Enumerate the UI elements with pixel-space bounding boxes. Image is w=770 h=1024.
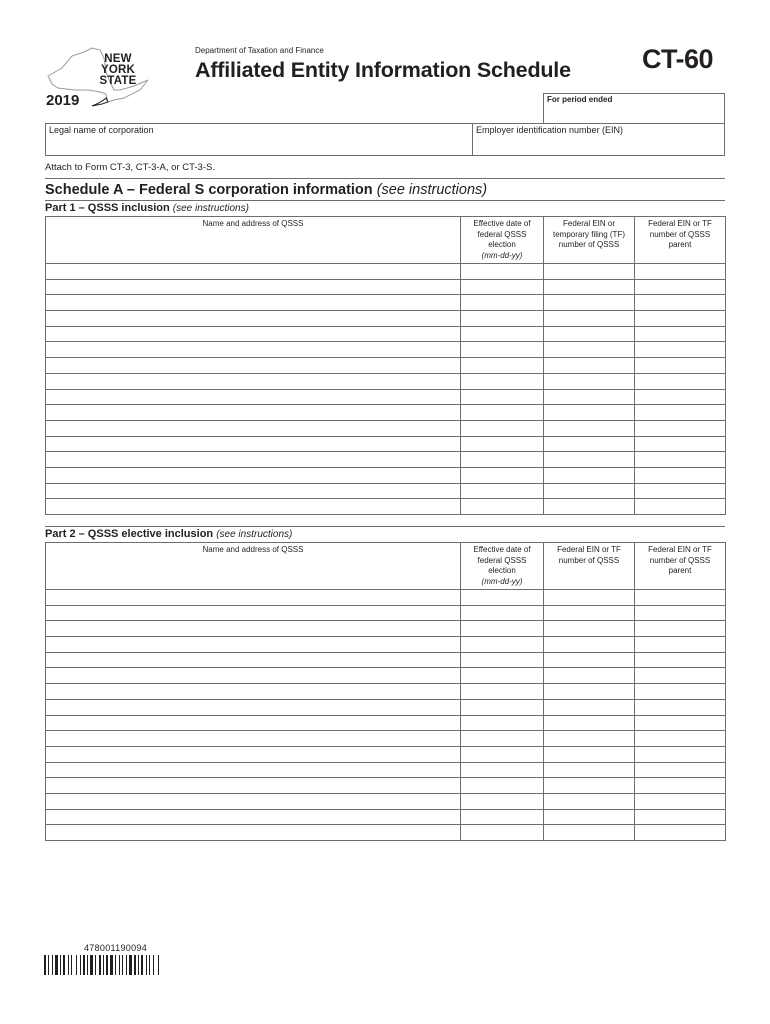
part1-parent-ein-cell[interactable]	[635, 264, 726, 280]
logo-line-york: YORK	[100, 64, 136, 76]
part1-effective-date-cell[interactable]	[461, 389, 544, 405]
part1-rows	[46, 264, 726, 515]
part1-parent-ein-cell[interactable]	[635, 279, 726, 295]
part1-qsss-ein-cell[interactable]	[544, 405, 635, 421]
part1-effective-date-cell[interactable]	[461, 452, 544, 468]
part2-effective-date-cell[interactable]	[461, 746, 544, 762]
attach-instruction: Attach to Form CT-3, CT-3-A, or CT-3-S.	[45, 162, 215, 173]
part2-effective-date-cell[interactable]	[461, 590, 544, 606]
part1-parent-ein-cell[interactable]	[635, 311, 726, 327]
part2-parent-ein-cell[interactable]	[635, 590, 726, 606]
part2-name-address-cell[interactable]	[46, 652, 461, 668]
part1-parent-ein-cell[interactable]	[635, 420, 726, 436]
part2-name-address-cell[interactable]	[46, 825, 461, 841]
table-row	[46, 358, 726, 374]
part2-qsss-ein-cell[interactable]	[544, 684, 635, 700]
part1-parent-ein-cell[interactable]	[635, 342, 726, 358]
table-row	[46, 590, 726, 606]
table-row	[46, 389, 726, 405]
ein-label: Employer identification number (EIN)	[476, 125, 624, 135]
part2-table	[45, 542, 726, 841]
table-row	[46, 467, 726, 483]
part1-parent-ein-cell[interactable]	[635, 483, 726, 499]
part2-effective-date-cell[interactable]	[461, 621, 544, 637]
section-divider	[45, 178, 725, 179]
part1-parent-ein-cell[interactable]	[635, 436, 726, 452]
part1-qsss-ein-cell[interactable]	[544, 311, 635, 327]
col-name-address: Name and address of QSSS	[46, 543, 461, 590]
part1-effective-date-cell[interactable]	[461, 342, 544, 358]
col-effective-date: Effective date of federal QSSS election (mm-dd-yy)	[461, 217, 544, 264]
part2-effective-date-cell[interactable]	[461, 731, 544, 747]
part1-name-address-cell[interactable]	[46, 405, 461, 421]
col-parent-ein: Federal EIN or TF number of QSSS parent	[635, 217, 726, 264]
part1-effective-date-cell[interactable]	[461, 483, 544, 499]
part2-parent-ein-cell[interactable]	[635, 637, 726, 653]
part2-name-address-cell[interactable]	[46, 746, 461, 762]
part2-effective-date-cell[interactable]	[461, 684, 544, 700]
part1-name-address-cell[interactable]	[46, 373, 461, 389]
part2-name-address-cell[interactable]	[46, 715, 461, 731]
part1-parent-ein-cell[interactable]	[635, 499, 726, 515]
part2-effective-date-cell[interactable]	[461, 778, 544, 794]
part2-qsss-ein-cell[interactable]	[544, 778, 635, 794]
part1-parent-ein-cell[interactable]	[635, 467, 726, 483]
part2-effective-date-cell[interactable]	[461, 715, 544, 731]
part1-effective-date-cell[interactable]	[461, 279, 544, 295]
part1-parent-ein-cell[interactable]	[635, 389, 726, 405]
part2-effective-date-cell[interactable]	[461, 793, 544, 809]
part2-name-address-cell[interactable]	[46, 778, 461, 794]
part1-header-row	[46, 217, 726, 264]
table-row	[46, 326, 726, 342]
part1-qsss-ein-cell[interactable]	[544, 389, 635, 405]
part2-note: (see instructions)	[216, 529, 293, 540]
part2-qsss-ein-cell[interactable]	[544, 809, 635, 825]
part2-parent-ein-cell[interactable]	[635, 652, 726, 668]
part2-effective-date-cell[interactable]	[461, 809, 544, 825]
part1-name-address-cell[interactable]	[46, 358, 461, 374]
part1-qsss-ein-cell[interactable]	[544, 295, 635, 311]
part1-effective-date-cell[interactable]	[461, 499, 544, 515]
part1-effective-date-cell[interactable]	[461, 405, 544, 421]
part2-qsss-ein-cell[interactable]	[544, 762, 635, 778]
table-row	[46, 452, 726, 468]
part1-name-address-cell[interactable]	[46, 311, 461, 327]
period-ended-label: For period ended	[547, 95, 613, 104]
part2-parent-ein-cell[interactable]	[635, 731, 726, 747]
part1-note: (see instructions)	[172, 203, 249, 214]
part1-parent-ein-cell[interactable]	[635, 452, 726, 468]
part2-parent-ein-cell[interactable]	[635, 621, 726, 637]
table-row	[46, 684, 726, 700]
part1-name-address-cell[interactable]	[46, 467, 461, 483]
part2-qsss-ein-cell[interactable]	[544, 699, 635, 715]
part1-name-address-cell[interactable]	[46, 483, 461, 499]
part2-qsss-ein-cell[interactable]	[544, 605, 635, 621]
part1-name-address-cell[interactable]	[46, 295, 461, 311]
barcode-icon	[44, 955, 194, 975]
nys-logo	[44, 46, 154, 112]
part2-parent-ein-cell[interactable]	[635, 605, 726, 621]
part1-name-address-cell[interactable]	[46, 389, 461, 405]
part1-title	[45, 202, 249, 214]
table-row	[46, 699, 726, 715]
part2-effective-date-cell[interactable]	[461, 699, 544, 715]
period-ended-field[interactable]	[543, 93, 725, 124]
part1-qsss-ein-cell[interactable]	[544, 483, 635, 499]
logo-year: 2019	[46, 92, 80, 109]
ein-field[interactable]	[472, 123, 725, 156]
form-title: Affiliated Entity Information Schedule	[195, 58, 571, 82]
part1-effective-date-cell[interactable]	[461, 467, 544, 483]
table-row	[46, 793, 726, 809]
part1-effective-date-cell[interactable]	[461, 326, 544, 342]
part1-name-address-cell[interactable]	[46, 279, 461, 295]
part2-parent-ein-cell[interactable]	[635, 746, 726, 762]
col-name-address: Name and address of QSSS	[46, 217, 461, 264]
table-row	[46, 311, 726, 327]
part1-qsss-ein-cell[interactable]	[544, 373, 635, 389]
table-row	[46, 605, 726, 621]
part2-rows	[46, 590, 726, 841]
barcode-number: 478001190094	[84, 943, 147, 953]
logo-line-state: STATE	[99, 75, 137, 87]
part2-effective-date-cell[interactable]	[461, 762, 544, 778]
table-row	[46, 342, 726, 358]
part2-name-address-cell[interactable]	[46, 684, 461, 700]
part2-effective-date-cell[interactable]	[461, 605, 544, 621]
logo-line-new: NEW	[104, 53, 132, 65]
part2-effective-date-cell[interactable]	[461, 637, 544, 653]
part2-effective-date-cell[interactable]	[461, 668, 544, 684]
part2-qsss-ein-cell[interactable]	[544, 825, 635, 841]
part1-qsss-ein-cell[interactable]	[544, 467, 635, 483]
table-row	[46, 499, 726, 515]
part2-qsss-ein-cell[interactable]	[544, 731, 635, 747]
part1-qsss-ein-cell[interactable]	[544, 279, 635, 295]
part2-qsss-ein-cell[interactable]	[544, 746, 635, 762]
part1-effective-date-cell[interactable]	[461, 436, 544, 452]
col-effective-date: Effective date of federal QSSS election (mm-dd-yy)	[461, 543, 544, 590]
part2-parent-ein-cell[interactable]	[635, 684, 726, 700]
part1-name-address-cell[interactable]	[46, 342, 461, 358]
part2-qsss-ein-cell[interactable]	[544, 793, 635, 809]
table-row	[46, 373, 726, 389]
part2-name-address-cell[interactable]	[46, 699, 461, 715]
table-row	[46, 420, 726, 436]
part2-qsss-ein-cell[interactable]	[544, 715, 635, 731]
table-row	[46, 778, 726, 794]
part2-qsss-ein-cell[interactable]	[544, 590, 635, 606]
part2-parent-ein-cell[interactable]	[635, 699, 726, 715]
department-name: Department of Taxation and Finance	[195, 46, 324, 55]
part1-effective-date-cell[interactable]	[461, 295, 544, 311]
part2-name-address-cell[interactable]	[46, 668, 461, 684]
part1-effective-date-cell[interactable]	[461, 358, 544, 374]
legal-name-field[interactable]	[45, 123, 473, 156]
schedule-a-title-text: Schedule A – Federal S corporation information	[45, 182, 373, 198]
part1-qsss-ein-cell[interactable]	[544, 420, 635, 436]
part2-name-address-cell[interactable]	[46, 621, 461, 637]
part1-name-address-cell[interactable]	[46, 420, 461, 436]
part2-title-text: Part 2 – QSSS elective inclusion	[45, 528, 214, 540]
part1-parent-ein-cell[interactable]	[635, 326, 726, 342]
part1-qsss-ein-cell[interactable]	[544, 342, 635, 358]
table-row	[46, 809, 726, 825]
table-row	[46, 279, 726, 295]
table-row	[46, 436, 726, 452]
col-qsss-ein: Federal EIN or temporary filing (TF) number of QSSS	[544, 217, 635, 264]
part1-qsss-ein-cell[interactable]	[544, 499, 635, 515]
schedule-a-rule	[45, 200, 725, 201]
legal-name-label: Legal name of corporation	[49, 125, 154, 135]
part2-name-address-cell[interactable]	[46, 762, 461, 778]
table-row	[46, 483, 726, 499]
col-qsss-ein: Federal EIN or TF number of QSSS	[544, 543, 635, 590]
table-row	[46, 295, 726, 311]
part2-parent-ein-cell[interactable]	[635, 668, 726, 684]
part1-name-address-cell[interactable]	[46, 436, 461, 452]
part2-name-address-cell[interactable]	[46, 793, 461, 809]
part2-name-address-cell[interactable]	[46, 731, 461, 747]
part1-name-address-cell[interactable]	[46, 499, 461, 515]
part1-qsss-ein-cell[interactable]	[544, 326, 635, 342]
part2-parent-ein-cell[interactable]	[635, 793, 726, 809]
part1-effective-date-cell[interactable]	[461, 264, 544, 280]
table-row	[46, 746, 726, 762]
part2-effective-date-cell[interactable]	[461, 652, 544, 668]
part2-parent-ein-cell[interactable]	[635, 778, 726, 794]
table-row	[46, 621, 726, 637]
table-row	[46, 731, 726, 747]
part1-table	[45, 216, 726, 515]
part1-parent-ein-cell[interactable]	[635, 295, 726, 311]
part2-name-address-cell[interactable]	[46, 637, 461, 653]
part1-effective-date-cell[interactable]	[461, 311, 544, 327]
part2-title	[45, 528, 292, 540]
part1-name-address-cell[interactable]	[46, 326, 461, 342]
part1-qsss-ein-cell[interactable]	[544, 452, 635, 468]
table-row	[46, 762, 726, 778]
table-row	[46, 668, 726, 684]
part1-effective-date-cell[interactable]	[461, 373, 544, 389]
part2-name-address-cell[interactable]	[46, 590, 461, 606]
part1-name-address-cell[interactable]	[46, 452, 461, 468]
part2-parent-ein-cell[interactable]	[635, 809, 726, 825]
part2-name-address-cell[interactable]	[46, 605, 461, 621]
table-row	[46, 264, 726, 280]
schedule-a-note: (see instructions)	[376, 182, 488, 198]
part2-rule	[45, 526, 725, 527]
part2-effective-date-cell[interactable]	[461, 825, 544, 841]
part2-qsss-ein-cell[interactable]	[544, 621, 635, 637]
part1-qsss-ein-cell[interactable]	[544, 436, 635, 452]
table-row	[46, 825, 726, 841]
part2-qsss-ein-cell[interactable]	[544, 652, 635, 668]
col-parent-ein: Federal EIN or TF number of QSSS parent	[635, 543, 726, 590]
table-row	[46, 652, 726, 668]
part2-header-row	[46, 543, 726, 590]
part1-qsss-ein-cell[interactable]	[544, 358, 635, 374]
part2-parent-ein-cell[interactable]	[635, 762, 726, 778]
table-row	[46, 405, 726, 421]
part1-qsss-ein-cell[interactable]	[544, 264, 635, 280]
part1-parent-ein-cell[interactable]	[635, 373, 726, 389]
part1-parent-ein-cell[interactable]	[635, 358, 726, 374]
part1-title-text: Part 1 – QSSS inclusion	[45, 202, 170, 214]
table-row	[46, 637, 726, 653]
form-number: CT-60	[642, 44, 714, 74]
part2-parent-ein-cell[interactable]	[635, 825, 726, 841]
part1-effective-date-cell[interactable]	[461, 420, 544, 436]
part2-parent-ein-cell[interactable]	[635, 715, 726, 731]
part1-name-address-cell[interactable]	[46, 264, 461, 280]
part2-name-address-cell[interactable]	[46, 809, 461, 825]
schedule-a-title	[45, 182, 487, 198]
part1-parent-ein-cell[interactable]	[635, 405, 726, 421]
part2-qsss-ein-cell[interactable]	[544, 668, 635, 684]
table-row	[46, 715, 726, 731]
part2-qsss-ein-cell[interactable]	[544, 637, 635, 653]
